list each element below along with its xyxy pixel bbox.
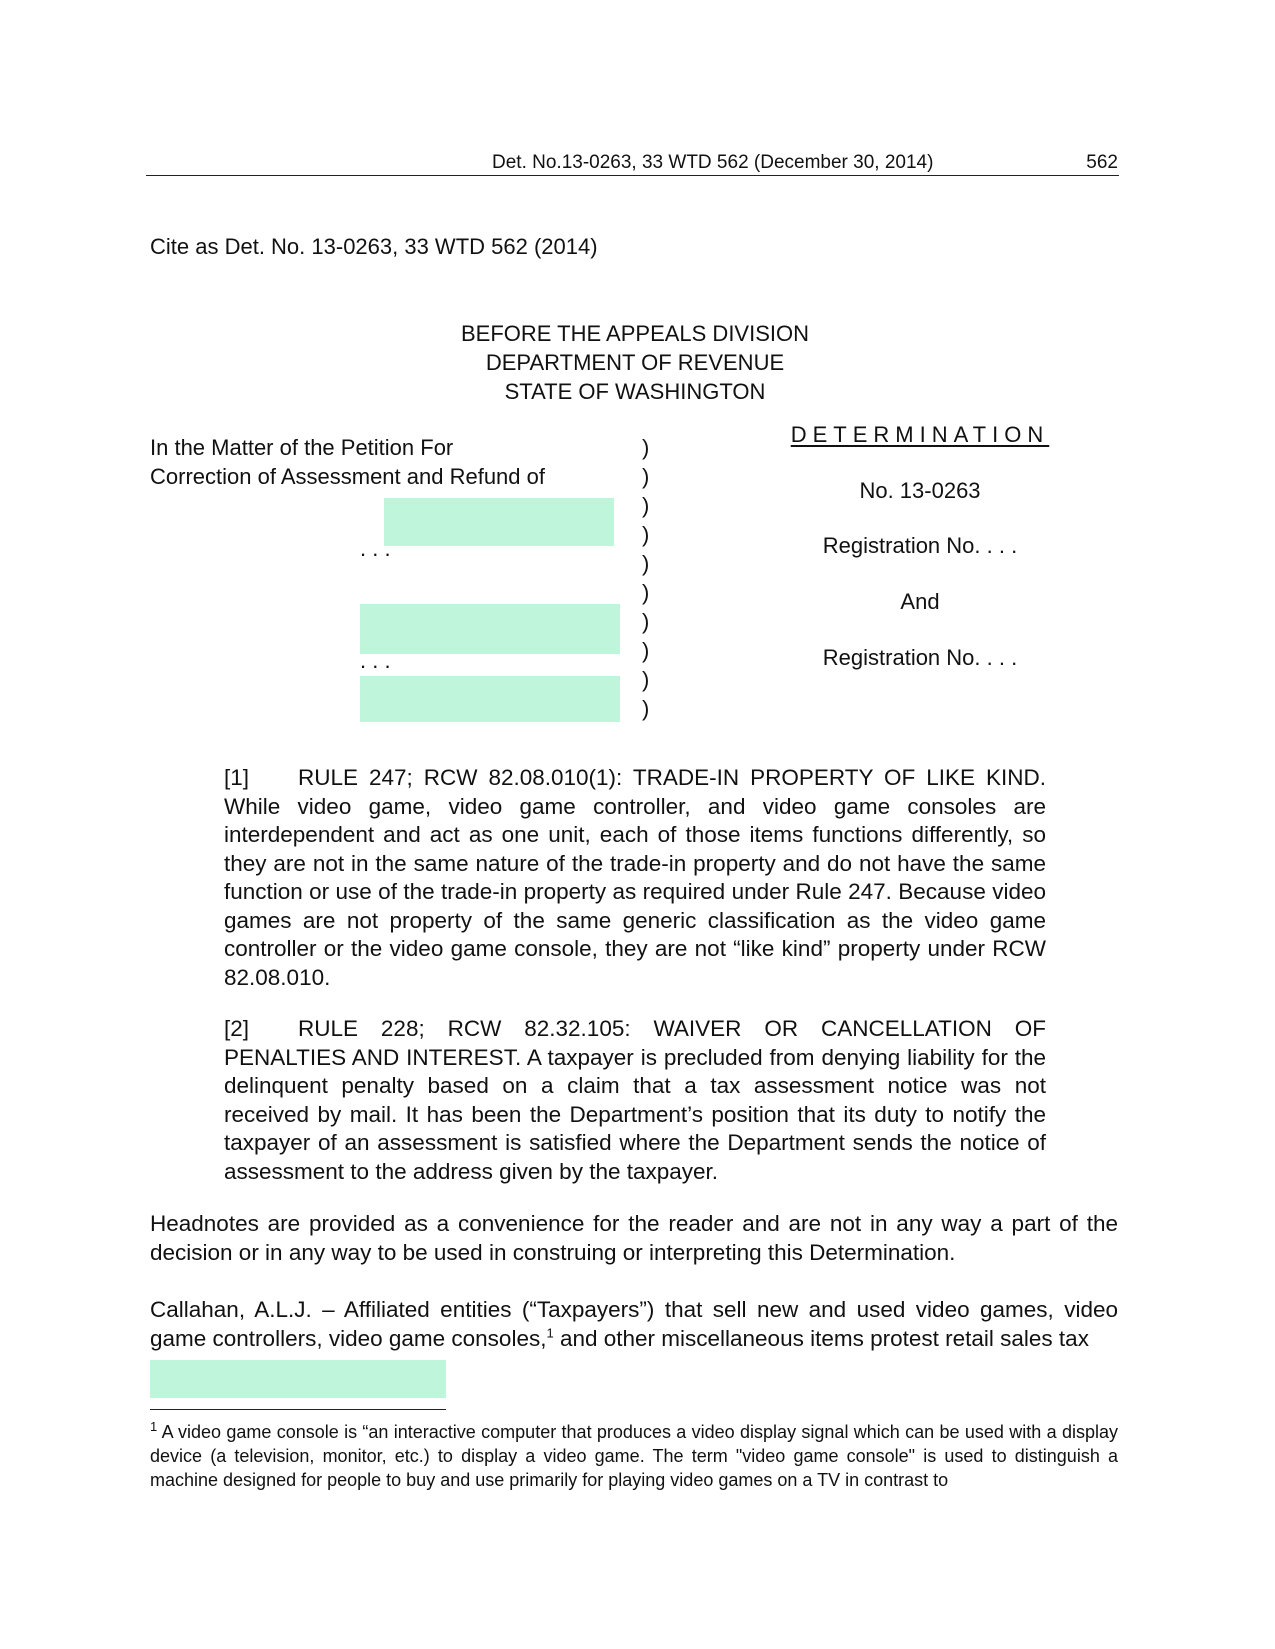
matter-line-1: In the Matter of the Petition For (150, 435, 454, 460)
header-rule (146, 175, 1119, 176)
headnote-2 (224, 1015, 1046, 1186)
determination-number: No. 13-0263 (859, 478, 981, 503)
registration-number-2: Registration No. . . . (822, 645, 1018, 670)
redaction-box-3 (360, 676, 620, 722)
party-ellipsis-1: . . . (360, 536, 391, 561)
cite-as-line: Cite as Det. No. 13-0263, 33 WTD 562 (2014) (150, 234, 598, 259)
intro-text: Callahan, A.L.J. – Affiliated entities (“Taxpayers”) that sell new and used video games, video game controllers, video game consoles, (150, 1297, 1118, 1351)
paren: ) (642, 493, 650, 518)
headnote-disclaimer: Headnotes are provided as a convenience for the reader and are not in any way a part of the decision or in any way to be used in construing or interpreting this Determination. (150, 1211, 1118, 1265)
paren: ) (642, 696, 650, 721)
matter-caption (150, 433, 545, 491)
footnote-text: A video game console is “an interactive computer that produces a video display signal which can be used with a display device (a television, monitor, etc.) to display a video game. The term "video game console" is used to distinguish a machine designed for people to buy and use primarily for playing video games on a TV in contrast to (150, 1422, 1118, 1490)
paren: ) (642, 609, 650, 634)
party-ellipsis-2: . . . (360, 648, 391, 673)
headnote-1 (224, 764, 1046, 992)
header-citation: Det. No.13-0263, 33 WTD 562 (December 30, 2014) (492, 152, 934, 173)
opinion-intro (150, 1296, 1118, 1353)
page-number: 562 (1086, 152, 1118, 173)
paren: ) (642, 464, 650, 489)
paren: ) (642, 435, 650, 460)
agency-line-1: BEFORE THE APPEALS DIVISION (460, 321, 810, 346)
headnote-number: [1] (224, 765, 250, 790)
redaction-box-4 (150, 1360, 446, 1398)
paren: ) (642, 551, 650, 576)
intro-text-continued: and other miscellaneous items protest retail sales tax (553, 1325, 1089, 1351)
paren: ) (642, 638, 650, 663)
paren: ) (642, 522, 650, 547)
headnote-text: RULE 247; RCW 82.08.010(1): TRADE-IN PROPERTY OF LIKE KIND. While video game, video game controller, and video game consoles are interdependent and act as one unit, each of those items functions differently, so they are not in the same nature of the trade-in property and do not have the same function or use of the trade-in property as required under Rule 247. Because video games are not property of the same generic classification as the video game controller or the video game console, they are not “like kind” property under RCW 82.08.010. (224, 765, 1046, 990)
matter-line-2: Correction of Assessment and Refund of (150, 464, 545, 489)
headnote-text: RULE 228; RCW 82.32.105: WAIVER OR CANCELLATION OF PENALTIES AND INTEREST. A taxpayer is precluded from denying liability for the delinquent penalty based on a claim that a tax assessment notice was not received by mail. It has been the Department’s position that its duty to notify the taxpayer of an assessment is satisfied where the Department sends the notice of assessment to the address given by the taxpayer. (224, 1016, 1046, 1184)
paren: ) (642, 580, 650, 605)
paren: ) (642, 667, 650, 692)
footnote-marker: 1 (150, 1419, 158, 1434)
caption-and: And (900, 589, 940, 614)
caption-parentheses (642, 433, 649, 723)
footnote-rule (150, 1409, 446, 1410)
agency-line-2: DEPARTMENT OF REVENUE (485, 350, 785, 375)
redaction-box-1 (384, 498, 614, 546)
footnote-reference[interactable]: 1 (546, 1325, 554, 1340)
headnote-number: [2] (224, 1016, 250, 1041)
registration-number-1: Registration No. . . . (822, 533, 1018, 558)
determination-title: DETERMINATION (790, 422, 1050, 447)
redaction-box-2 (360, 604, 620, 654)
agency-line-3: STATE OF WASHINGTON (504, 379, 766, 404)
footnote-1 (150, 1420, 1118, 1492)
agency-heading (330, 319, 940, 406)
